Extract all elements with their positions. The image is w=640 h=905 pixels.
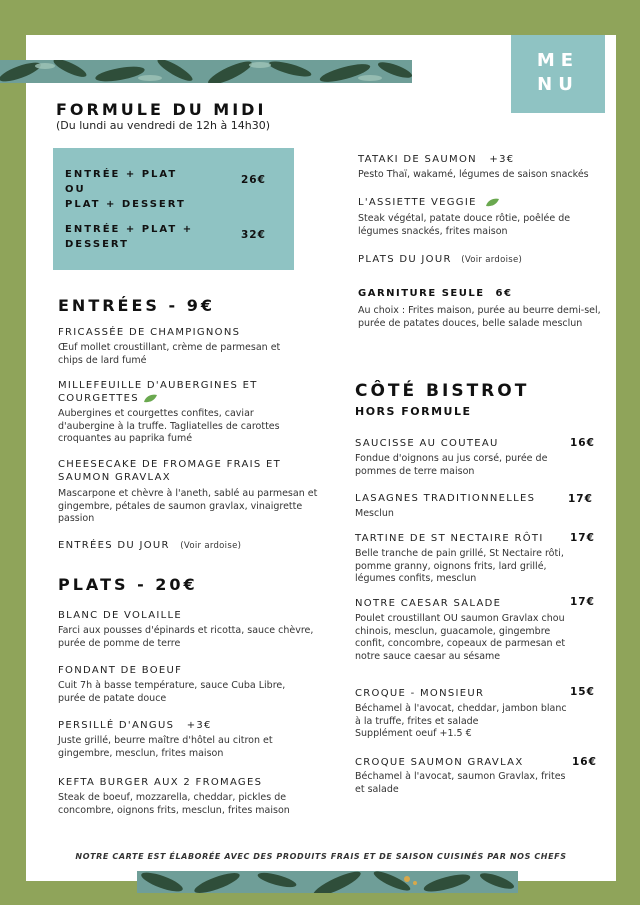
bistrot-1-price: 16€ xyxy=(570,437,595,449)
bistrot-1-desc: Fondue d'oignons au jus corsé, purée de pommes de terre maison xyxy=(355,453,548,477)
entree-3-desc: Mascarpone et chèvre à l'aneth, sablé au parmesan et gingembre, pétales de saumon gravlax, vinaigrette passion xyxy=(58,488,318,524)
right-item-2-title: L'ASSIETTE VEGGIE xyxy=(358,196,500,209)
menu-badge xyxy=(511,35,605,113)
bistrot-4-desc: Poulet croustillant OU saumon Gravlax chou chinois, mesclun, guacamole, gingembre confit, concombre, copeaux de parmesan et notre sauce caesar au sésame xyxy=(355,613,566,662)
garniture-desc: Au choix : Frites maison, purée au beurre demi-sel, purée de patates douces, belle salade mesclun xyxy=(358,305,601,329)
botanical-band-top xyxy=(0,60,412,83)
leaf-icon xyxy=(143,394,158,403)
right-item-2-desc: Steak végétal, patate douce rôtie, poêlée de légumes snackés, frites maison xyxy=(358,213,571,237)
bistrot-title: CÔTÉ BISTROT xyxy=(355,381,530,401)
garniture-title: GARNITURE SEULE 6€ xyxy=(358,288,513,299)
bistrot-5-supplement: Supplément oeuf +1.5 € xyxy=(355,728,472,739)
entree-1-desc: Œuf mollet croustillant, crème de parmesan et chips de lard fumé xyxy=(58,342,281,366)
bistrot-6-price: 16€ xyxy=(572,756,597,768)
formule-box xyxy=(53,148,294,270)
plat-1-title: BLANC DE VOLAILLE xyxy=(58,610,183,621)
bistrot-4-price: 17€ xyxy=(570,596,595,608)
menu-badge-line2: NU xyxy=(537,74,579,95)
plat-3-desc: Juste grillé, beurre maître d'hôtel au citron et gingembre, mesclun, frites maison xyxy=(58,735,273,759)
bistrot-5-title: CROQUE - MONSIEUR xyxy=(355,688,485,699)
right-item-1-desc: Pesto Thaï, wakamé, légumes de saison snackés xyxy=(358,169,589,180)
formule-option-1: ENTRÉE + PLAT OU PLAT + DESSERT xyxy=(65,169,186,210)
entree-1-title: FRICASSÉE DE CHAMPIGNONS xyxy=(58,327,241,338)
bistrot-3-desc: Belle tranche de pain grillé, St Nectaire rôti, pomme granny, oignons frits, lard grillé, légumes confits, mesclun xyxy=(355,548,564,584)
entree-2-desc: Aubergines et courgettes confites, caviar d'aubergine à la truffe. Tagliatelles de carottes croquantes au paprika fumé xyxy=(58,408,280,444)
plat-2-desc: Cuit 7h à basse température, sauce Cuba Libre, purée de patate douce xyxy=(58,680,286,704)
plat-2-title: FONDANT DE BOEUF xyxy=(58,665,183,676)
bistrot-5-price: 15€ xyxy=(570,686,595,698)
formule-option-2-price: 32€ xyxy=(241,229,266,241)
plat-1-desc: Farci aux pousses d'épinards et ricotta, sauce chèvre, purée de pomme de terre xyxy=(58,625,314,649)
bistrot-2-price: 17€ xyxy=(568,493,593,505)
bistrot-6-title: CROQUE SAUMON GRAVLAX xyxy=(355,757,524,768)
plat-4-title: KEFTA BURGER AUX 2 FROMAGES xyxy=(58,777,263,788)
entrees-title: ENTRÉES - 9€ xyxy=(58,296,215,315)
right-item-1-title: TATAKI DE SAUMON +3€ xyxy=(358,154,515,165)
bistrot-5-desc: Béchamel à l'avocat, cheddar, jambon blanc à la truffe, frites et salade xyxy=(355,703,567,727)
plats-du-jour: PLATS DU JOUR (Voir ardoise) xyxy=(358,254,523,265)
formule-title: FORMULE DU MIDI xyxy=(56,100,267,119)
formule-option-1-price: 26€ xyxy=(241,174,266,186)
plat-4-desc: Steak de boeuf, mozzarella, cheddar, pickles de concombre, oignons frits, mesclun, frites maison xyxy=(58,792,290,816)
bistrot-2-desc: Mesclun xyxy=(355,508,394,519)
bistrot-6-desc: Béchamel à l'avocat, saumon Gravlax, frites et salade xyxy=(355,771,566,795)
botanical-band-bottom xyxy=(137,871,518,893)
entree-3-title: CHEESECAKE DE FROMAGE FRAIS ET SAUMON GRAVLAX xyxy=(58,459,282,483)
menu-badge-line1: ME xyxy=(536,50,580,71)
plat-3-title: PERSILLÉ D'ANGUS +3€ xyxy=(58,720,212,731)
formule-option-2: ENTRÉE + PLAT + DESSERT xyxy=(65,224,194,250)
formule-subtitle: (Du lundi au vendredi de 12h à 14h30) xyxy=(56,119,270,132)
footer-note: NOTRE CARTE EST ÉLABORÉE AVEC DES PRODUITS FRAIS ET DE SAISON CUISINÉS PAR NOS CHEFS xyxy=(75,852,567,861)
bistrot-4-title: NOTRE CAESAR SALADE xyxy=(355,598,502,609)
bistrot-3-price: 17€ xyxy=(570,532,595,544)
entree-2-title: MILLEFEUILLE D'AUBERGINES ET COURGETTES xyxy=(58,380,258,404)
entrees-du-jour: ENTRÉES DU JOUR (Voir ardoise) xyxy=(58,540,242,551)
leaf-icon xyxy=(485,198,500,207)
bistrot-1-title: SAUCISSE AU COUTEAU xyxy=(355,438,499,449)
bistrot-2-title: LASAGNES TRADITIONNELLES xyxy=(355,493,536,504)
bistrot-subtitle: HORS FORMULE xyxy=(355,405,472,418)
plats-title: PLATS - 20€ xyxy=(58,575,198,594)
bistrot-3-title: TARTINE DE ST NECTAIRE RÔTI xyxy=(355,533,544,544)
